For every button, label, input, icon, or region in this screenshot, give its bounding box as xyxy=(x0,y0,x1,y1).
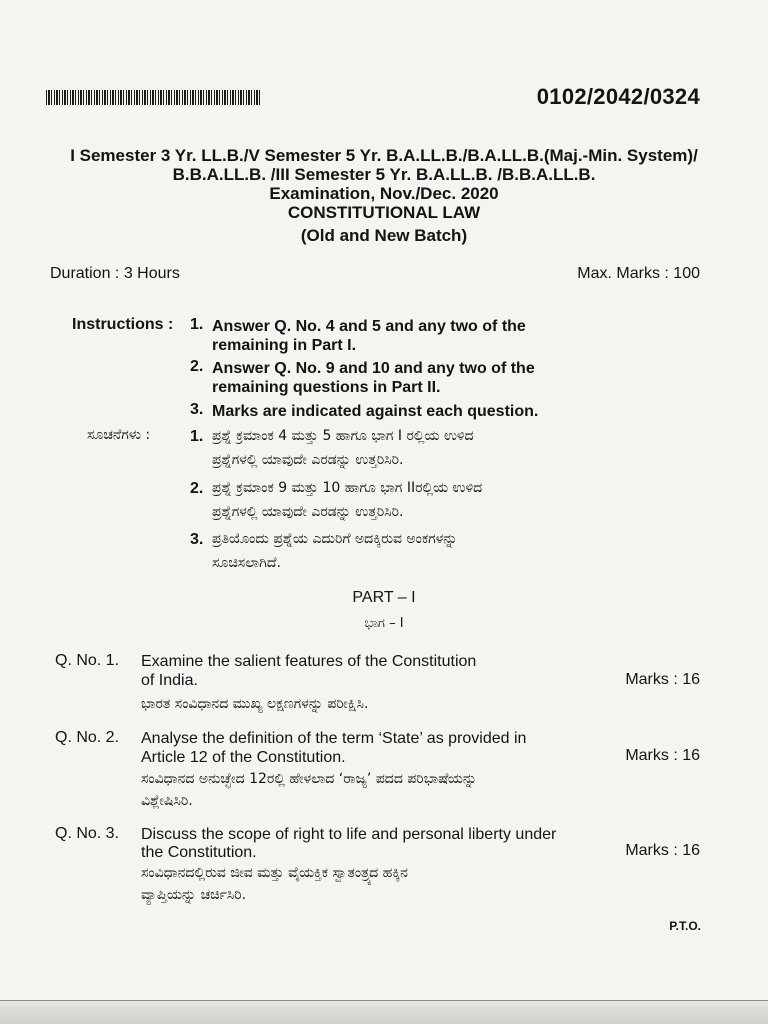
kannada-instruction-text: ಪ್ರಶ್ನೆಗಳಲ್ಲಿ ಯಾವುದೇ ಎರಡನ್ನು ಉತ್ತರಿಸಿರಿ. xyxy=(212,452,404,468)
kannada-instruction-text: ಪ್ರಶ್ನೆ ಕ್ರಮಾಂಕ 4 ಮತ್ತು 5 ಹಾಗೂ ಭಾಗ I ರಲ್ಲಿಯ ಉಳಿದ xyxy=(212,428,474,444)
question-text: of India. xyxy=(141,672,198,689)
question-text: Discuss the scope of right to life and personal liberty under xyxy=(141,826,557,843)
paper-code: 0102/2042/0324 xyxy=(536,84,700,109)
subject-title: CONSTITUTIONAL LAW xyxy=(287,203,481,222)
question-text-kannada: ಸಂವಿಧಾನದ ಅನುಚ್ಛೇದ 12ರಲ್ಲಿ ಹೇಳಲಾದ ‘ರಾಜ್ಯ’ ಪದದ ಪರಿಭಾಷೆಯನ್ನು xyxy=(141,771,477,787)
pto-note: P.T.O. xyxy=(669,919,701,933)
header-line-2: B.B.A.LL.B. /III Semester 5 Yr. B.A.LL.B. /B.B.A.LL.B. xyxy=(172,165,596,184)
question-marks: Marks : 16 xyxy=(625,671,700,688)
kannada-instructions-label: ಸೂಚನೆಗಳು : xyxy=(87,427,151,443)
question-number: Q. No. 3. xyxy=(55,825,120,842)
question-marks: Marks : 16 xyxy=(625,747,700,764)
question-text: Analyse the definition of the term ‘State’ as provided in xyxy=(141,730,527,747)
batch-note: (Old and New Batch) xyxy=(300,226,468,245)
part-title: PART – I xyxy=(352,589,416,606)
instruction-number: 3. xyxy=(190,401,204,418)
max-marks: Max. Marks : 100 xyxy=(577,265,700,282)
instruction-number: 1. xyxy=(190,316,204,333)
instruction-number: 3. xyxy=(190,531,204,548)
instruction-number: 2. xyxy=(190,358,204,375)
part-title-kannada: ಭಾಗ – I xyxy=(364,616,404,631)
kannada-instruction-text: ಪ್ರಶ್ನೆ ಕ್ರಮಾಂಕ 9 ಮತ್ತು 10 ಹಾಗೂ ಭಾಗ IIರಲ್ಲಿಯ ಉಳಿದ xyxy=(212,480,483,496)
header-line-3: Examination, Nov./Dec. 2020 xyxy=(269,184,499,203)
instruction-number: 2. xyxy=(190,480,204,497)
question-text: Article 12 of the Constitution. xyxy=(141,749,346,766)
instruction-text: Marks are indicated against each question. xyxy=(212,403,539,420)
question-text-kannada: ಸಂವಿಧಾನದಲ್ಲಿರುವ ಜೀವ ಮತ್ತು ವೈಯಕ್ತಿಕ ಸ್ವಾತಂತ್ರ್ಯದ ಹಕ್ಕಿನ xyxy=(141,865,408,881)
question-text-kannada: ವ್ಯಾಪ್ತಿಯನ್ನು ಚರ್ಚಿಸಿರಿ. xyxy=(141,887,247,903)
duration: Duration : 3 Hours xyxy=(50,265,180,282)
kannada-instruction-text: ಪ್ರಶ್ನೆಗಳಲ್ಲಿ ಯಾವುದೇ ಎರಡನ್ನು ಉತ್ತರಿಸಿರಿ. xyxy=(212,504,404,520)
barcode xyxy=(46,90,262,105)
question-text-kannada: ವಿಶ್ಲೇಷಿಸಿರಿ. xyxy=(141,793,193,809)
instruction-text: Answer Q. No. 9 and 10 and any two of the xyxy=(212,360,535,377)
question-text: the Constitution. xyxy=(141,844,257,861)
instruction-text: remaining questions in Part II. xyxy=(212,379,441,396)
instructions-label: Instructions : xyxy=(72,316,174,333)
instruction-text: Answer Q. No. 4 and 5 and any two of the xyxy=(212,318,526,335)
kannada-instruction-text: ಪ್ರತಿಯೊಂದು ಪ್ರಶ್ನೆಯ ಎದುರಿಗೆ ಅದಕ್ಕಿರುವ ಅಂಕಗಳನ್ನು xyxy=(212,531,458,547)
instruction-number: 1. xyxy=(190,428,204,445)
question-marks: Marks : 16 xyxy=(625,842,700,859)
header-line-1: I Semester 3 Yr. LL.B./V Semester 5 Yr. B.A.LL.B./B.A.LL.B.(Maj.-Min. System)/ xyxy=(70,146,698,165)
question-text: Examine the salient features of the Constitution xyxy=(141,653,477,670)
question-number: Q. No. 2. xyxy=(55,729,120,746)
question-number: Q. No. 1. xyxy=(55,652,120,669)
instruction-text: remaining in Part I. xyxy=(212,337,357,354)
question-text-kannada: ಭಾರತ ಸಂವಿಧಾನದ ಮುಖ್ಯ ಲಕ್ಷಣಗಳನ್ನು ಪರೀಕ್ಷಿಸಿ. xyxy=(141,696,369,712)
kannada-instruction-text: ಸೂಚಿಸಲಾಗಿದೆ. xyxy=(212,555,281,571)
